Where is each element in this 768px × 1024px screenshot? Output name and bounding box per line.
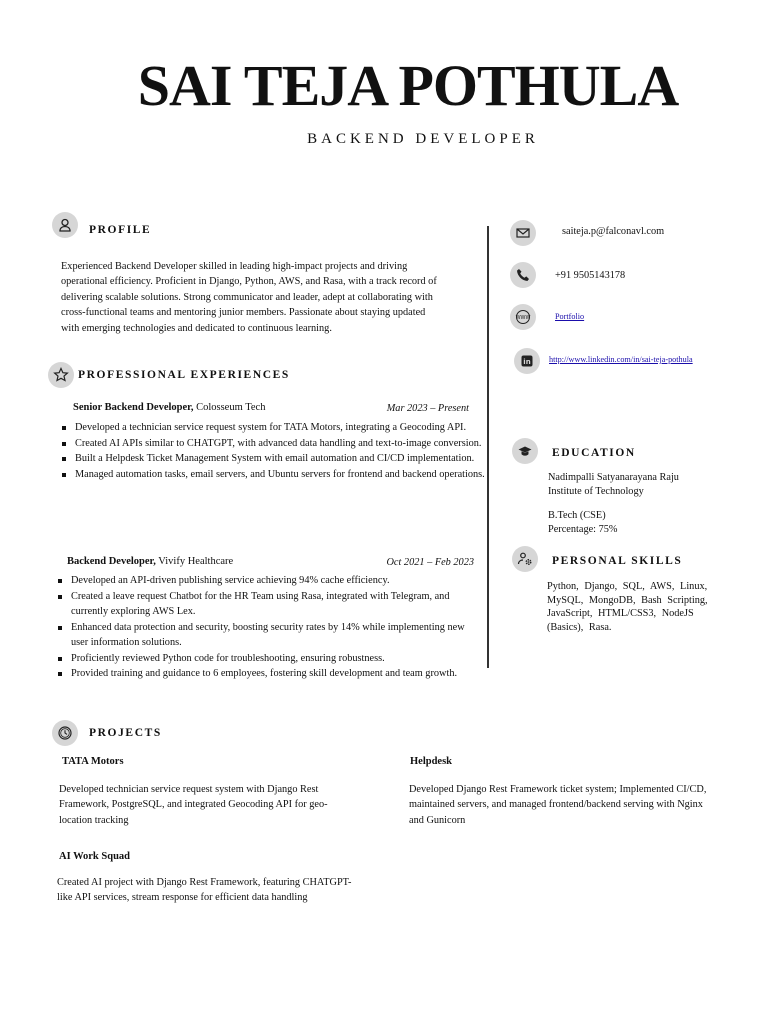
star-icon	[48, 362, 74, 388]
education-institute: Nadimpalli Satyanarayana Raju Institute of Technology	[548, 472, 679, 497]
profile-summary	[61, 259, 491, 336]
job-role: Senior Backend Developer,	[73, 402, 194, 413]
list-item: Developed a technician service request system for TATA Motors, integrating a Geocoding API.	[61, 420, 489, 436]
list-item: Developed an API-driven publishing service achieving 94% cache efficiency.	[57, 573, 477, 589]
job-bullets	[61, 420, 489, 482]
job-date: Mar 2023 – Present	[386, 403, 469, 414]
profile-heading: PROFILE	[89, 224, 152, 236]
portfolio-link[interactable]: Portfolio	[555, 312, 585, 321]
projects-heading: PROJECTS	[89, 727, 162, 739]
candidate-role: BACKEND DEVELOPER	[307, 131, 539, 147]
clock-icon	[52, 720, 78, 746]
phone-icon	[510, 262, 536, 288]
list-item: Managed automation tasks, email servers, and Ubuntu servers for frontend and backend operations.	[61, 467, 489, 483]
project-title: AI Work Squad	[59, 851, 131, 862]
candidate-name: SAI TEJA POTHULA	[137, 53, 679, 118]
list-item: Provided training and guidance to 6 employees, fostering skill development and team growth.	[57, 666, 477, 682]
profile-line: operational efficiency. Proficient in Django, Python, AWS, and Rasa, with a track record of	[61, 276, 437, 288]
job-title	[73, 402, 265, 413]
list-item: Proficiently reviewed Python code for troubleshooting, ensuring robustness.	[57, 651, 477, 667]
svg-text:in: in	[523, 358, 531, 366]
graduation-cap-icon	[512, 438, 538, 464]
education-degree: B.Tech (CSE)	[548, 510, 606, 521]
skills-list: Python, Django, SQL, AWS, Linux, MySQL, MongoDB, Bash Scripting, JavaScript, HTML/CSS3, NodeJS (Basics), Rasa.	[547, 581, 708, 633]
phone-text: +91 9505143178	[555, 270, 626, 281]
project-description: Created AI project with Django Rest Framework, featuring CHATGPT-like API services, stream response for efficient data handling	[57, 877, 352, 904]
envelope-icon	[510, 220, 536, 246]
linkedin-icon	[514, 348, 540, 374]
experience-heading: PROFESSIONAL EXPERIENCES	[78, 369, 290, 381]
profile-line: cross-functional teams and mentoring junior members. Passionate about staying updated	[61, 307, 426, 319]
project-title: Helpdesk	[410, 756, 453, 767]
job-bullets	[57, 573, 477, 682]
profile-line: delivering scalable solutions. Strong communicator and leader, adept at collaborating with	[61, 291, 433, 303]
profile-line: with emerging technologies and dedicated to continuous learning.	[61, 322, 332, 334]
skills-heading: PERSONAL SKILLS	[552, 555, 683, 567]
linkedin-link[interactable]: http://www.linkedin.com/in/sai-teja-pothula	[549, 355, 693, 364]
project-description: Developed Django Rest Framework ticket system; Implemented CI/CD, maintained servers, and managed frontend/backend serving with Nginx and Gunicorn	[409, 784, 707, 826]
project-title: TATA Motors	[62, 756, 124, 767]
job-title	[67, 556, 233, 567]
project-description: Developed technician service request system with Django Rest Framework, PostgreSQL, and integrated Geocoding API for geo-location tracking	[59, 784, 328, 826]
column-divider	[487, 226, 489, 668]
education-heading: EDUCATION	[552, 447, 636, 459]
list-item: Enhanced data protection and security, boosting security rates by 14% while implementing new user information solutions.	[57, 620, 477, 651]
job-company: Vivify Healthcare	[155, 556, 234, 567]
list-item: Created AI APIs similar to CHATGPT, with advanced data handling and text-to-image conversion.	[61, 436, 489, 452]
person-gear-icon	[512, 546, 538, 572]
job-date: Oct 2021 – Feb 2023	[386, 557, 474, 568]
profile-line: Experienced Backend Developer skilled in leading high-impact projects and driving	[61, 261, 408, 272]
list-item: Created a leave request Chatbot for the HR Team using Rasa, integrated with Telegram, and currently exploring AWS Lex.	[57, 589, 477, 620]
job-role: Backend Developer,	[67, 556, 156, 567]
education-percentage: Percentage: 75%	[548, 524, 618, 535]
list-item: Built a Helpdesk Ticket Management System with email automation and CI/CD implementation.	[61, 451, 489, 467]
job-company: Colosseum Tech	[193, 402, 266, 413]
email-text: saiteja.p@falconavl.com	[562, 226, 665, 237]
globe-icon	[510, 304, 536, 330]
user-icon	[52, 212, 78, 238]
svg-text:WWW: WWW	[515, 315, 531, 321]
